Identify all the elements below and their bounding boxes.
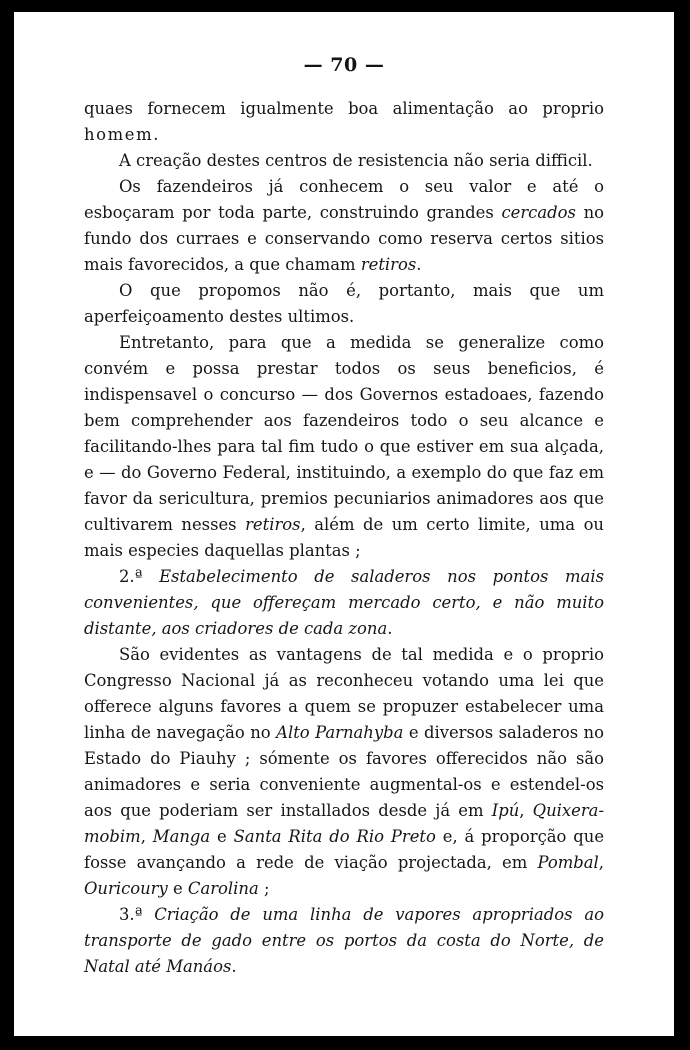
paragraph-8 [84, 902, 604, 980]
paragraph-4 [84, 278, 604, 330]
italic-run: Alto Parnahyba [276, 723, 404, 742]
page-number: — 70 — [303, 54, 385, 76]
italic-run: cercados [501, 203, 576, 222]
italic-run: Estabelecimento de saladeros nos pontos mais convenientes, que offereçam mercado certo, e não muito distante, aos criadores de cada zona [84, 567, 604, 638]
italic-run: Santa Rita do Rio Preto [233, 827, 436, 846]
paragraph-6 [84, 564, 604, 642]
page-body [84, 96, 604, 980]
text-run: ; [258, 879, 270, 898]
italic-run: Quixera-mobim [84, 801, 604, 846]
italic-run: Ipú [491, 801, 520, 820]
text-run: homem. [84, 125, 161, 144]
italic-run: Manga [152, 827, 211, 846]
italic-run: Pombal [537, 853, 599, 872]
paragraph-7 [84, 642, 604, 902]
text-run: e, á proporção que fosse avançando a rede de viação projectada, em [84, 827, 605, 872]
text-run: no fundo dos curraes e conservando como reserva certos sitios mais favorecidos, a que chamam [84, 203, 604, 274]
text-run: quaes fornecem igualmente boa alimentação ao proprio [84, 99, 604, 118]
text-run: Os fazendeiros já conhecem o seu valor e até o esboçaram por toda parte, construindo grandes [84, 177, 604, 222]
text-run: , [140, 827, 153, 846]
text-run: , [598, 853, 604, 872]
text-run: A creação destes centros de resistencia não seria difficil. [119, 151, 593, 170]
italic-run: retiros [360, 255, 417, 274]
paragraph-3 [84, 174, 604, 278]
text-run: e diversos saladeros no Estado do Piauhy ; sómente os favores offerecidos não são animadores e seria conveniente augmental-os e estendel-os aos que poderiam ser installados desde já em [84, 723, 604, 820]
text-run: O que propomos não é, portanto, mais que um aperfeiçoamento destes ultimos. [84, 281, 604, 326]
paragraph-2 [84, 148, 604, 174]
text-run: . [416, 255, 422, 274]
text-run: São evidentes as vantagens de tal medida e o proprio Congresso Nacional já as reconheceu votando uma lei que offerece alguns favores a quem se propuzer estabelecer uma linha de navegação no [84, 645, 604, 742]
text-run: e [210, 827, 234, 846]
italic-run: Carolina [187, 879, 259, 898]
italic-run: retiros [245, 515, 301, 534]
text-run: 2.ª [119, 567, 160, 586]
text-run: Entretanto, para que a medida se generalize como convém e possa prestar todos os seus beneficios, é indispensavel o concurso — dos Governos estadoaes, fazendo bem comprehender aos fazendeiros todo o seu alcance e facilitando-lhes para tal fim tudo o que estiver em sua alçada, e — do Governo Federal, instituindo, a exemplo do que faz em favor da sericultura, premios pecuniarios animadores aos que cultivarem nesses [84, 333, 604, 534]
text-run: . [387, 619, 393, 638]
italic-run: Criação de uma linha de vapores apropriados ao transporte de gado entre os portos da costa do Norte, de Natal até Manáos [84, 905, 604, 976]
text-run: e [167, 879, 188, 898]
paragraph-5 [84, 330, 604, 564]
text-run: , além de um certo limite, uma ou mais especies daquellas plantas ; [84, 515, 604, 560]
italic-run: Ouricoury [84, 879, 168, 898]
text-run: . [231, 957, 237, 976]
book-page [14, 12, 674, 1036]
text-run: , [519, 801, 533, 820]
paragraph-1 [84, 96, 604, 148]
text-run: 3.ª [119, 905, 155, 924]
